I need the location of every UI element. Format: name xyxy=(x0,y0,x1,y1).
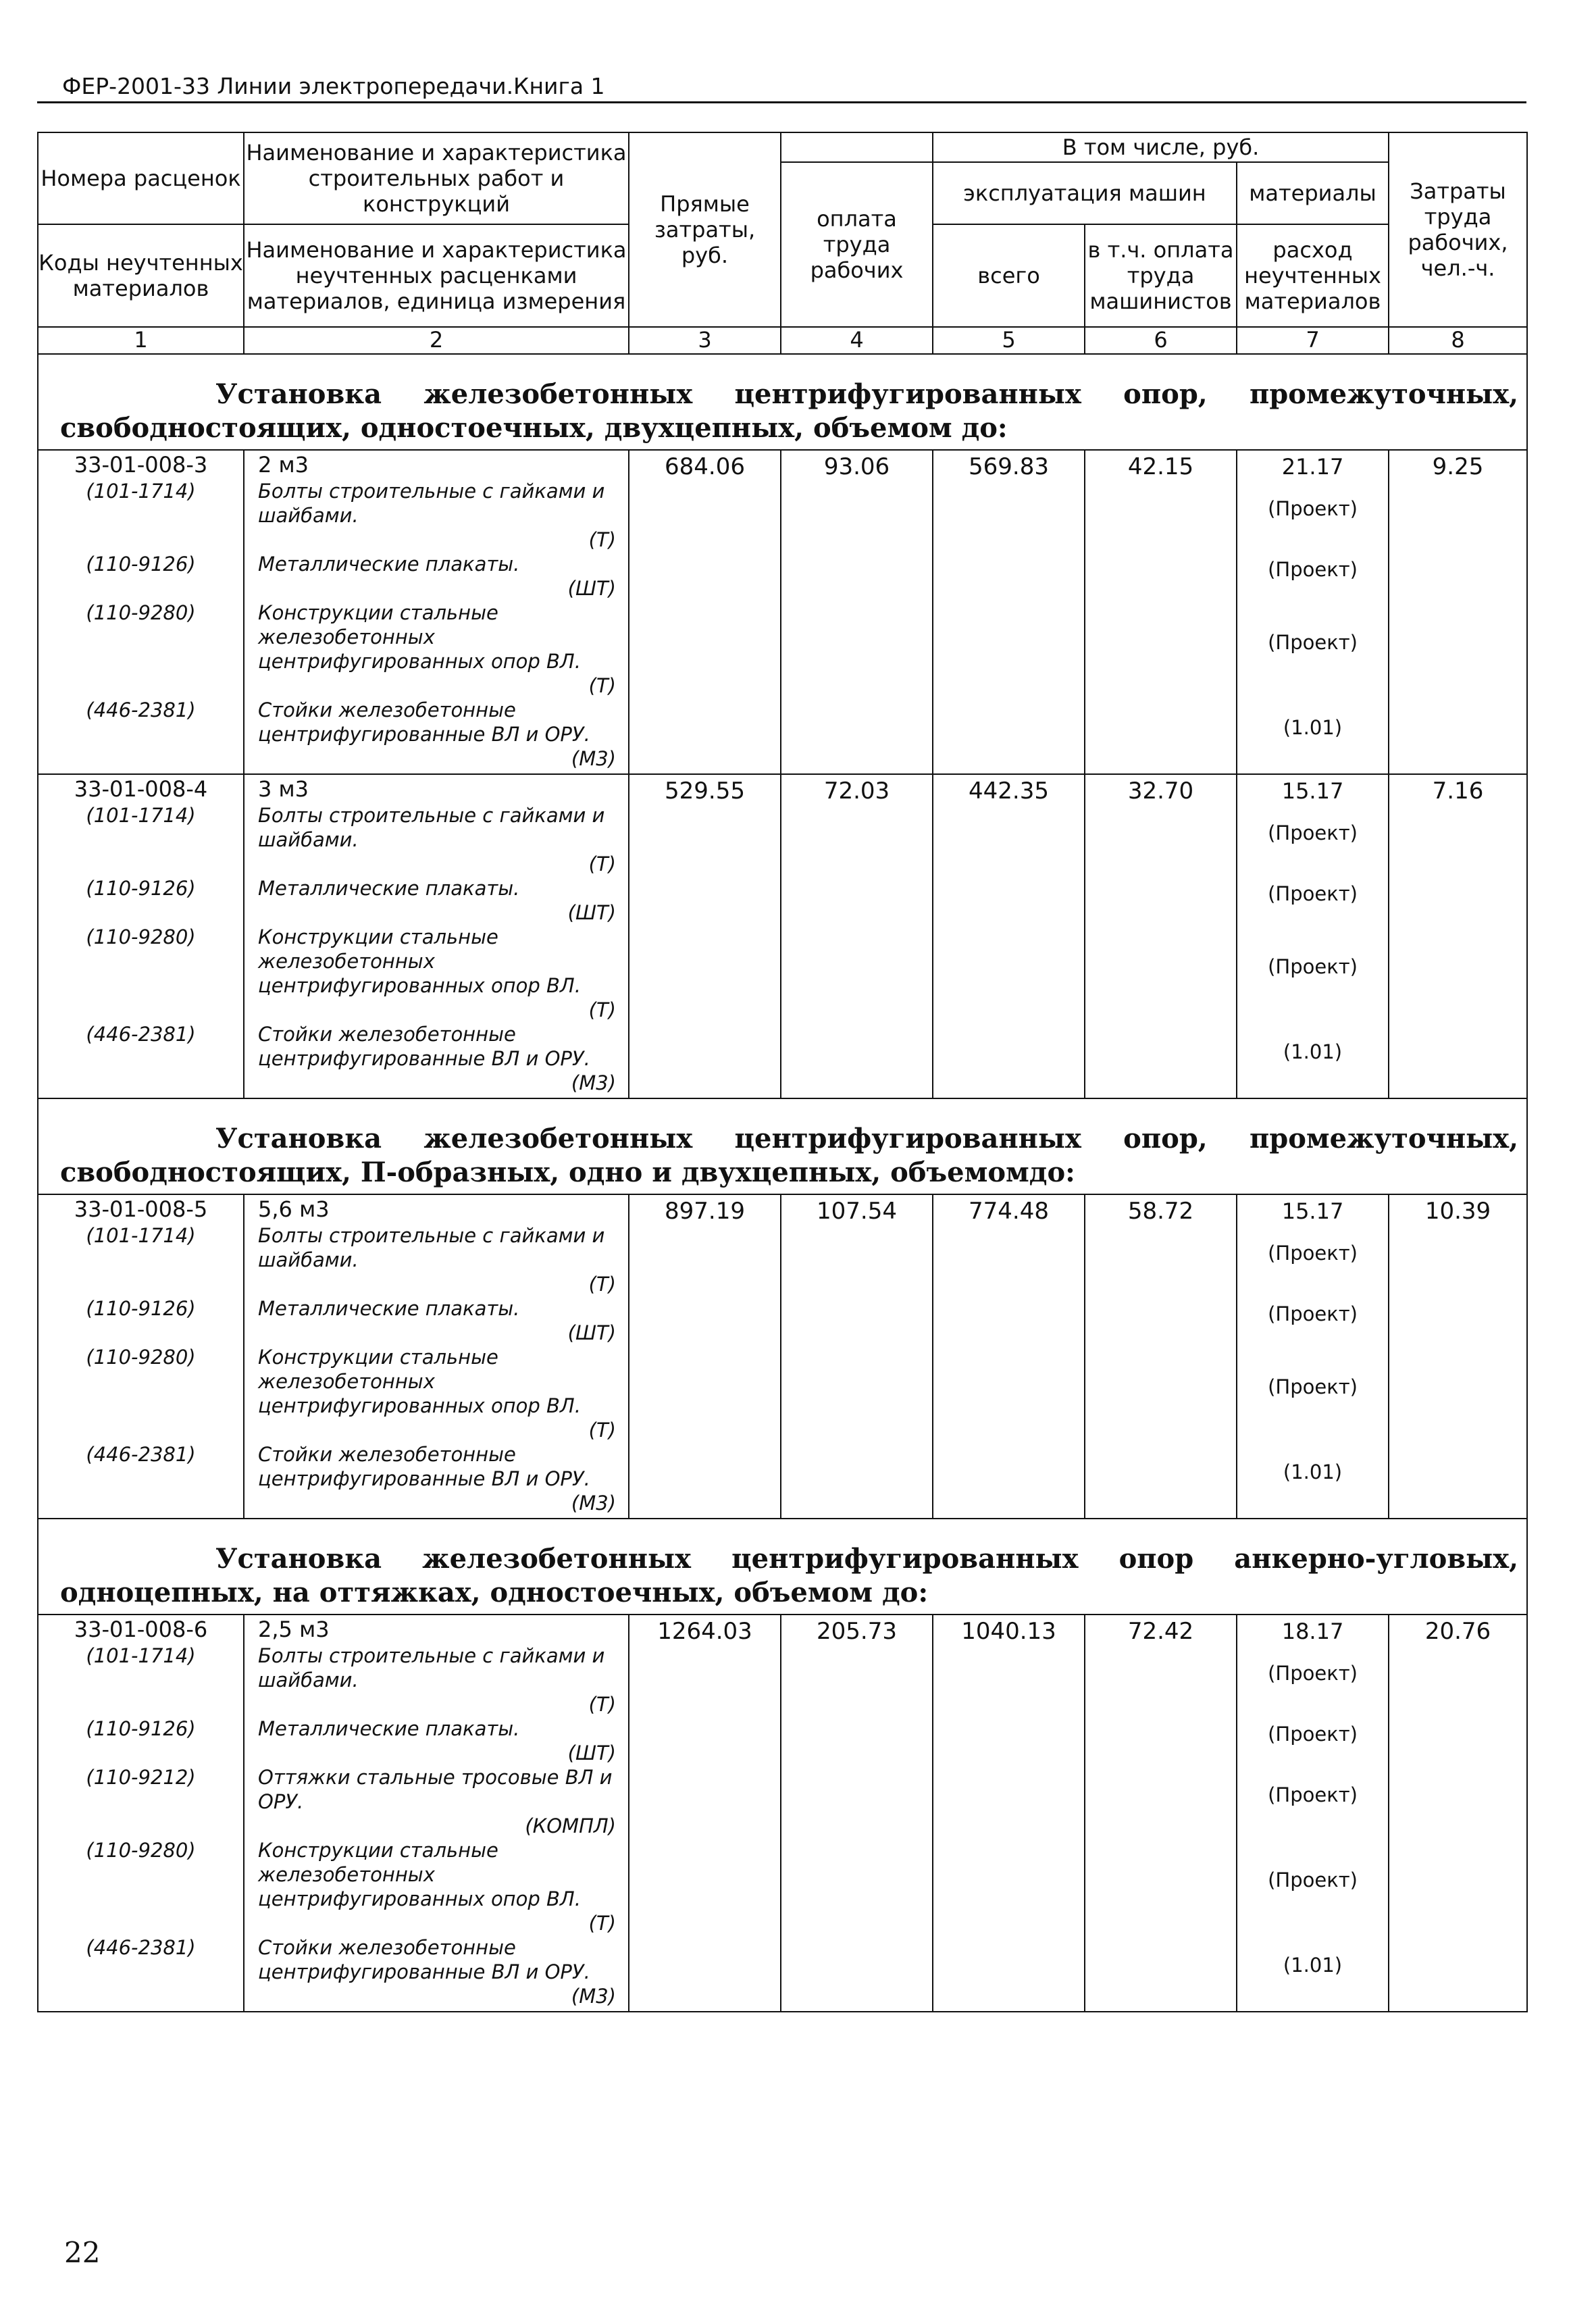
material-code: (101-1714) xyxy=(86,804,196,827)
material-quantity: (Проект) xyxy=(1268,821,1358,844)
material-unit: (ШТ) xyxy=(567,1742,616,1764)
material-unit: (Т) xyxy=(588,998,616,1021)
material-name: Стойки железобетонные центрифугированные ВЛ и ОРУ. xyxy=(258,1023,590,1070)
header-col2-bottom: Наименование и характеристика неучтенных расценками материалов, единица измерения xyxy=(244,224,629,327)
material-unit: (Т) xyxy=(588,1693,616,1716)
header-col6: в т.ч. оплата труда машинистов xyxy=(1085,224,1237,327)
materials-cell xyxy=(1237,1194,1389,1519)
rate-code: 33-01-008-4 xyxy=(74,776,208,802)
material-code: (446-2381) xyxy=(86,1443,196,1466)
material-unit: (М3) xyxy=(571,1071,616,1094)
material-code: (101-1714) xyxy=(86,1224,196,1247)
materials-cell xyxy=(1237,450,1389,774)
header-col7: расход неучтенных материалов xyxy=(1237,224,1389,327)
material-entry xyxy=(258,1296,616,1345)
value-materials: 18.17 xyxy=(1281,1619,1344,1644)
rate-row xyxy=(38,774,1527,1098)
material-code: (110-9126) xyxy=(86,877,196,900)
materials-cell xyxy=(1237,774,1389,1098)
material-unit: (М3) xyxy=(571,747,616,770)
material-entry xyxy=(258,1717,616,1765)
value-hours: 20.76 xyxy=(1389,1615,1527,2012)
section-title-row xyxy=(38,354,1527,450)
rate-code: 33-01-008-3 xyxy=(74,452,208,478)
material-entry xyxy=(258,1022,616,1095)
rate-row xyxy=(38,450,1527,774)
header-col1-top: Номера расценок xyxy=(38,132,244,224)
rate-code: 33-01-008-6 xyxy=(74,1617,208,1642)
section-title: Установка железобетонных центрифугированных опор, промежуточных, свободностоящих, одностоечных, двухцепных, объемом до: xyxy=(38,354,1527,450)
material-entry xyxy=(258,1935,616,2008)
material-quantity: (Проект) xyxy=(1268,497,1358,520)
value-machinists: 42.15 xyxy=(1085,450,1237,774)
material-code: (110-9212) xyxy=(86,1766,196,1789)
value-direct: 684.06 xyxy=(629,450,781,774)
header-col5: всего xyxy=(933,224,1085,327)
material-name: Стойки железобетонные центрифугированные ВЛ и ОРУ. xyxy=(258,1443,590,1490)
rate-code: 33-01-008-5 xyxy=(74,1196,208,1222)
material-entry xyxy=(258,601,616,698)
material-entry xyxy=(258,803,616,876)
material-entry xyxy=(258,876,616,925)
column-number: 2 xyxy=(244,327,629,354)
material-quantity: (Проект) xyxy=(1268,1783,1358,1806)
rate-row xyxy=(38,1194,1527,1519)
rate-code-cell xyxy=(38,1194,244,1519)
material-name: Стойки железобетонные центрифугированные ВЛ и ОРУ. xyxy=(258,1936,590,1983)
running-header: ФЕР-2001-33 Линии электропередачи.Книга 1 xyxy=(62,73,605,99)
column-number: 1 xyxy=(38,327,244,354)
material-unit: (Т) xyxy=(588,528,616,551)
value-machines-total: 569.83 xyxy=(933,450,1085,774)
section-title: Установка железобетонных центрифугированных опор анкерно-угловых, одноцепных, на оттяжках, одностоечных, объемом до: xyxy=(38,1519,1527,1615)
material-name: Болты строительные с гайками и шайбами. xyxy=(258,480,605,527)
material-entry xyxy=(258,1442,616,1515)
value-hours: 7.16 xyxy=(1389,774,1527,1098)
value-labor: 205.73 xyxy=(781,1615,933,2012)
rate-description-cell xyxy=(244,774,629,1098)
material-unit: (М3) xyxy=(571,1985,616,2008)
column-number: 5 xyxy=(933,327,1085,354)
material-name: Конструкции стальные железобетонных центрифугированных опор ВЛ. xyxy=(258,601,581,673)
value-direct: 1264.03 xyxy=(629,1615,781,2012)
material-name: Металлические плакаты. xyxy=(258,1717,520,1740)
header-col3: Прямые затраты, руб. xyxy=(629,132,781,327)
value-machines-total: 1040.13 xyxy=(933,1615,1085,2012)
material-unit: (Т) xyxy=(588,1419,616,1442)
value-labor: 93.06 xyxy=(781,450,933,774)
column-number: 7 xyxy=(1237,327,1389,354)
material-name: Конструкции стальные железобетонных центрифугированных опор ВЛ. xyxy=(258,1346,581,1417)
value-machinists: 72.42 xyxy=(1085,1615,1237,2012)
materials-cell xyxy=(1237,1615,1389,2012)
material-code: (110-9126) xyxy=(86,553,196,576)
material-entry xyxy=(258,1765,616,1838)
material-quantity: (Проект) xyxy=(1268,1302,1358,1325)
material-code: (110-9280) xyxy=(86,925,196,948)
material-name: Стойки железобетонные центрифугированные ВЛ и ОРУ. xyxy=(258,698,590,746)
header-spacer xyxy=(781,132,933,162)
material-unit: (ШТ) xyxy=(567,577,616,600)
header-group-machines: эксплуатация машин xyxy=(933,162,1237,224)
material-name: Металлические плакаты. xyxy=(258,877,520,900)
material-unit: (Т) xyxy=(588,853,616,875)
column-number: 3 xyxy=(629,327,781,354)
material-quantity: (Проект) xyxy=(1268,1242,1358,1265)
material-quantity: (Проект) xyxy=(1268,558,1358,581)
material-unit: (М3) xyxy=(571,1492,616,1515)
material-name: Оттяжки стальные тросовые ВЛ и ОРУ. xyxy=(258,1766,613,1813)
column-number: 6 xyxy=(1085,327,1237,354)
section-title: Установка железобетонных центрифугированных опор, промежуточных, свободностоящих, П-образных, одно и двухцепных, объемомдо: xyxy=(38,1098,1527,1194)
material-unit: (Т) xyxy=(588,1912,616,1935)
material-quantity: (Проект) xyxy=(1268,1723,1358,1746)
material-quantity: (1.01) xyxy=(1283,1460,1343,1483)
material-entry xyxy=(258,698,616,771)
material-code: (110-9126) xyxy=(86,1717,196,1740)
material-entry xyxy=(258,1644,616,1717)
header-rule xyxy=(37,101,1526,103)
material-name: Конструкции стальные железобетонных центрифугированных опор ВЛ. xyxy=(258,925,581,997)
material-entry xyxy=(258,1345,616,1442)
material-unit: (ШТ) xyxy=(567,1321,616,1344)
material-code: (446-2381) xyxy=(86,1936,196,1959)
material-quantity: (Проект) xyxy=(1268,631,1358,654)
rate-code-cell xyxy=(38,1615,244,2012)
material-entry xyxy=(258,1223,616,1296)
material-entry xyxy=(258,925,616,1022)
rate-unit: 2 м3 xyxy=(258,452,309,478)
rate-unit: 3 м3 xyxy=(258,776,309,802)
column-number-row xyxy=(38,327,1527,354)
header-group-incl: В том числе, руб. xyxy=(933,132,1389,162)
rate-description-cell xyxy=(244,450,629,774)
value-machinists: 32.70 xyxy=(1085,774,1237,1098)
value-machines-total: 442.35 xyxy=(933,774,1085,1098)
rate-code-cell xyxy=(38,774,244,1098)
value-labor: 72.03 xyxy=(781,774,933,1098)
norms-table xyxy=(37,132,1528,2012)
material-code: (110-9280) xyxy=(86,601,196,624)
column-number: 8 xyxy=(1389,327,1527,354)
material-code: (101-1714) xyxy=(86,480,196,503)
material-quantity: (Проект) xyxy=(1268,1869,1358,1891)
page-number: 22 xyxy=(64,2236,101,2269)
material-quantity: (1.01) xyxy=(1283,1954,1343,1977)
material-code: (446-2381) xyxy=(86,1023,196,1046)
material-entry xyxy=(258,1838,616,1935)
material-unit: (Т) xyxy=(588,1273,616,1296)
material-quantity: (Проект) xyxy=(1268,1375,1358,1398)
section-title-row xyxy=(38,1098,1527,1194)
material-unit: (Т) xyxy=(588,674,616,697)
header-col1-bottom: Коды неучтенных материалов xyxy=(38,224,244,327)
material-entry xyxy=(258,479,616,552)
material-unit: (ШТ) xyxy=(567,901,616,924)
header-group-materials: материалы xyxy=(1237,162,1389,224)
rate-description-cell xyxy=(244,1194,629,1519)
material-code: (110-9126) xyxy=(86,1297,196,1320)
material-name: Металлические плакаты. xyxy=(258,553,520,576)
value-materials: 15.17 xyxy=(1281,1198,1344,1224)
value-materials: 21.17 xyxy=(1281,454,1344,480)
rate-unit: 2,5 м3 xyxy=(258,1617,330,1642)
value-labor: 107.54 xyxy=(781,1194,933,1519)
material-quantity: (Проект) xyxy=(1268,955,1358,978)
material-quantity: (Проект) xyxy=(1268,882,1358,905)
material-entry xyxy=(258,552,616,601)
material-quantity: (1.01) xyxy=(1283,716,1343,739)
section-title-row xyxy=(38,1519,1527,1615)
material-code: (110-9280) xyxy=(86,1346,196,1369)
value-hours: 9.25 xyxy=(1389,450,1527,774)
material-name: Болты строительные с гайками и шайбами. xyxy=(258,1224,605,1271)
material-unit: (КОМПЛ) xyxy=(525,1814,616,1837)
column-number: 4 xyxy=(781,327,933,354)
header-col2-top: Наименование и характеристика строительных работ и конструкций xyxy=(244,132,629,224)
material-name: Конструкции стальные железобетонных центрифугированных опор ВЛ. xyxy=(258,1839,581,1910)
rate-code-cell xyxy=(38,450,244,774)
rate-description-cell xyxy=(244,1615,629,2012)
rate-row xyxy=(38,1615,1527,2012)
material-name: Болты строительные с гайками и шайбами. xyxy=(258,1644,605,1692)
value-machinists: 58.72 xyxy=(1085,1194,1237,1519)
value-machines-total: 774.48 xyxy=(933,1194,1085,1519)
value-hours: 10.39 xyxy=(1389,1194,1527,1519)
value-materials: 15.17 xyxy=(1281,778,1344,804)
material-quantity: (Проект) xyxy=(1268,1662,1358,1685)
header-col8: Затраты труда рабочих, чел.-ч. xyxy=(1389,132,1527,327)
value-direct: 897.19 xyxy=(629,1194,781,1519)
value-direct: 529.55 xyxy=(629,774,781,1098)
material-quantity: (1.01) xyxy=(1283,1040,1343,1063)
material-code: (101-1714) xyxy=(86,1644,196,1667)
material-code: (446-2381) xyxy=(86,698,196,721)
rate-unit: 5,6 м3 xyxy=(258,1196,330,1222)
material-name: Металлические плакаты. xyxy=(258,1297,520,1320)
material-name: Болты строительные с гайками и шайбами. xyxy=(258,804,605,851)
header-col4: оплата труда рабочих xyxy=(781,162,933,327)
material-code: (110-9280) xyxy=(86,1839,196,1862)
